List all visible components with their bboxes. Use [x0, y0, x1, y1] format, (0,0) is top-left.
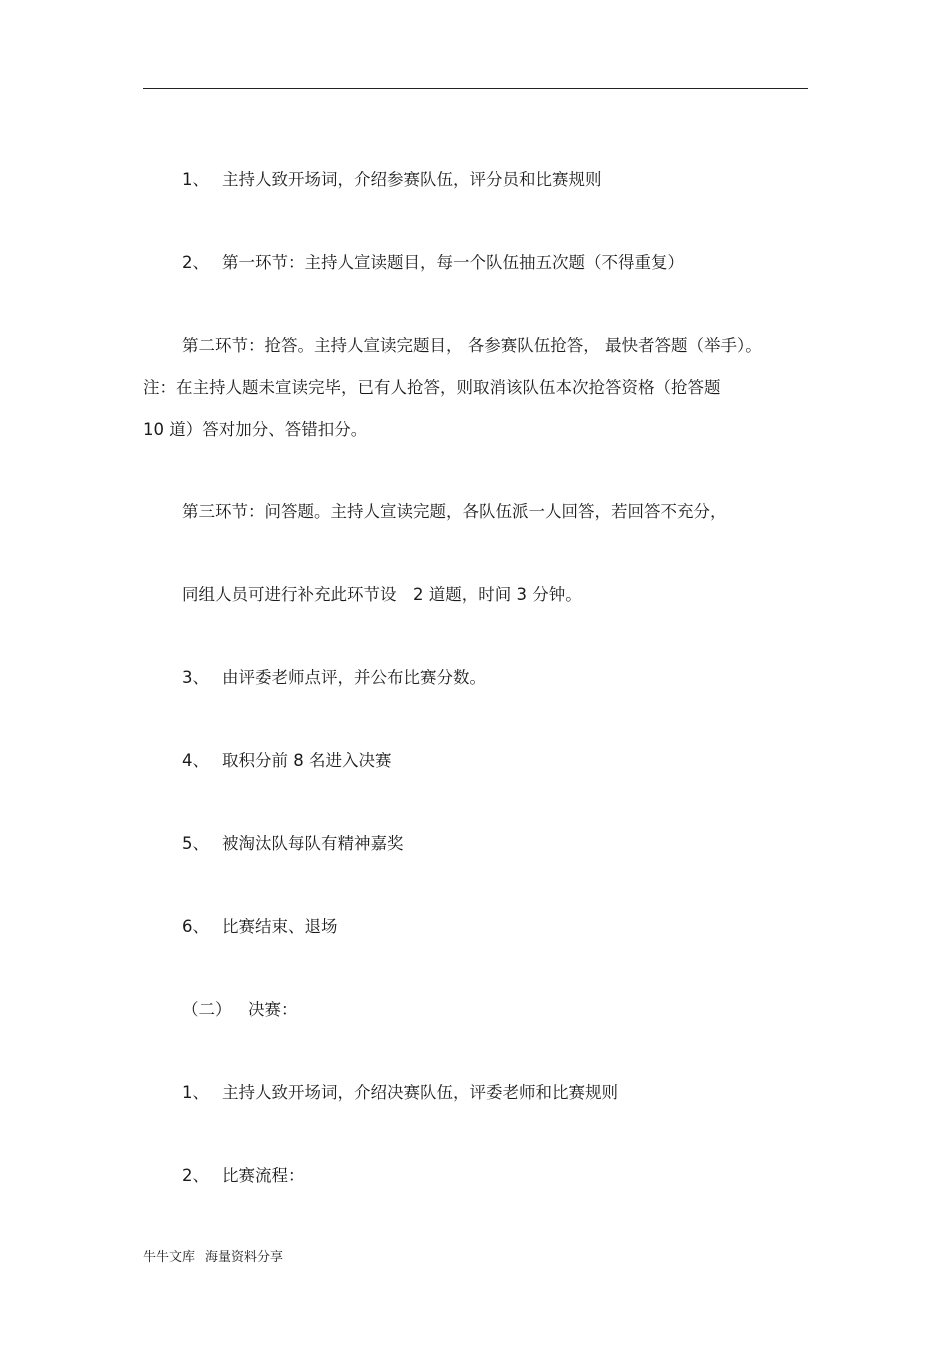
list-item: [182, 668, 486, 688]
paragraph-line: 同组人员可进行补充此环节设 2 道题，时间 3 分钟。: [182, 585, 582, 604]
item-text: 比赛结束、退场: [222, 917, 338, 936]
section-title: 决赛：: [248, 1000, 298, 1019]
item-number: 1、: [182, 1083, 209, 1102]
item-number: 3、: [182, 668, 209, 687]
list-item: [182, 170, 602, 190]
paragraph-line: 注：在主持人题未宣读完毕，已有人抢答，则取消该队伍本次抢答资格（抢答题: [143, 378, 721, 397]
item-text: 第一环节：主持人宣读题目，每一个队伍抽五次题（不得重复）: [222, 253, 684, 272]
paragraph-line: 10 道）答对加分、答错扣分。: [143, 420, 368, 439]
item-text: 被淘汰队每队有精神嘉奖: [222, 834, 404, 853]
item-number: 1、: [182, 170, 209, 189]
item-text: 主持人致开场词，介绍参赛队伍，评分员和比赛规则: [222, 170, 602, 189]
item-text: 主持人致开场词，介绍决赛队伍，评委老师和比赛规则: [222, 1083, 618, 1102]
list-item: [182, 253, 684, 273]
section-number: （二）: [182, 1000, 232, 1019]
footer-slogan: 海量资料分享: [205, 1250, 284, 1265]
item-number: 6、: [182, 917, 209, 936]
item-number: 5、: [182, 834, 209, 853]
list-item: [182, 1083, 618, 1103]
item-number: 4、: [182, 751, 209, 770]
list-item: [182, 917, 338, 937]
page-footer: [143, 1250, 283, 1266]
item-number: 2、: [182, 1166, 209, 1185]
item-number: 2、: [182, 253, 209, 272]
item-text: 比赛流程：: [222, 1166, 305, 1185]
paragraph-line: 第三环节：问答题。主持人宣读完题，各队伍派一人回答，若回答不充分，: [182, 502, 727, 521]
list-item: [182, 834, 404, 854]
footer-brand: 牛牛文库: [143, 1250, 196, 1265]
header-rule: [143, 88, 808, 89]
list-item: [182, 751, 392, 771]
list-item: [182, 1166, 305, 1186]
item-text: 取积分前 8 名进入决赛: [222, 751, 392, 770]
section-heading: [182, 1000, 298, 1020]
paragraph-line: 第二环节：抢答。主持人宣读完题目， 各参赛队伍抢答， 最快者答题（举手）。: [182, 336, 762, 355]
item-text: 由评委老师点评，并公布比赛分数。: [222, 668, 486, 687]
